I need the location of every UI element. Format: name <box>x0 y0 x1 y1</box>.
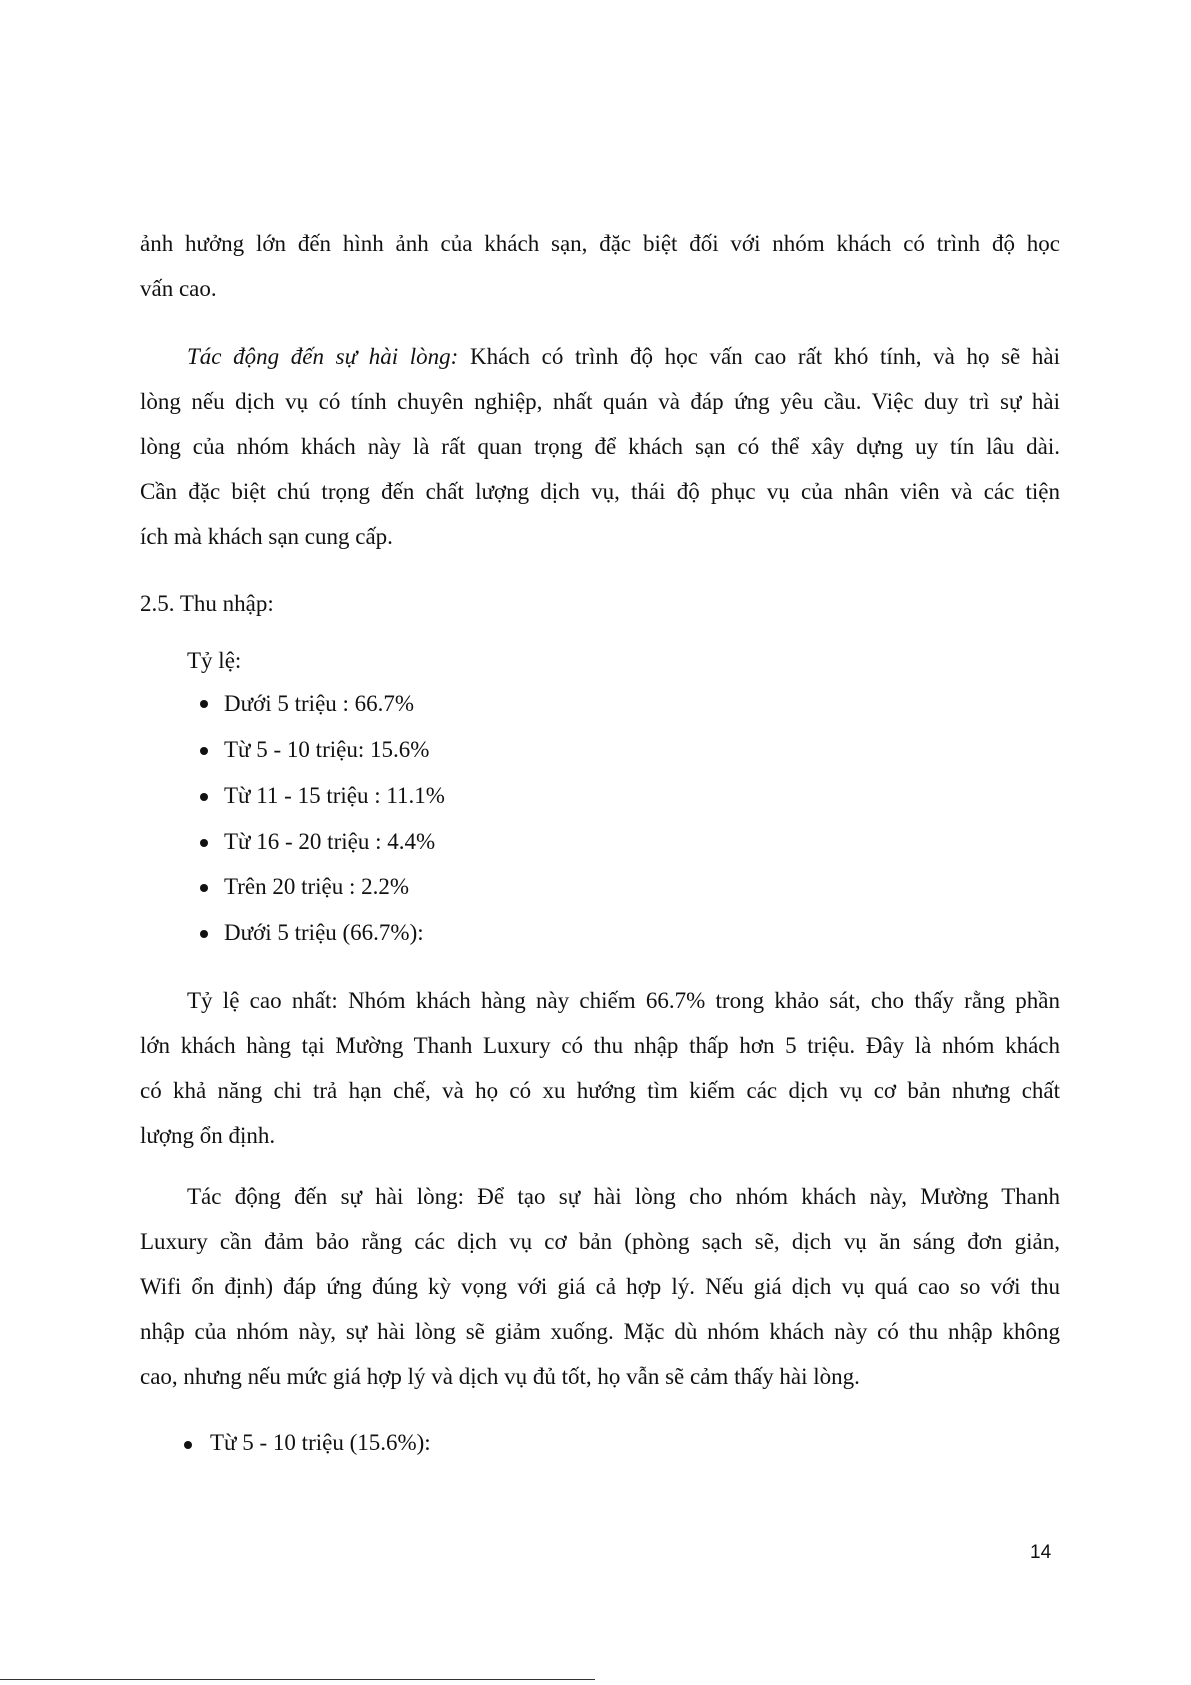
paragraph-2-line-5: ích mà khách sạn cung cấp. <box>140 524 393 549</box>
paragraph-1-line-1: ảnh hưởng lớn đến hình ảnh của khách sạn, đặc biệt đối với nhóm khách có trình độ học <box>140 231 1060 256</box>
paragraph-3-line-4: lượng ổn định. <box>140 1123 276 1148</box>
paragraph-2-line-2: lòng nếu dịch vụ có tính chuyên nghiệp, nhất quán và đáp ứng yêu cầu. Việc duy trì sự hài <box>140 389 1060 414</box>
bullet-item: Dưới 5 triệu (66.7%): <box>224 920 424 945</box>
paragraph-2-line-4: Cần đặc biệt chú trọng đến chất lượng dịch vụ, thái độ phục vụ của nhân viên và các tiện <box>140 479 1060 504</box>
section-heading: 2.5. Thu nhập: <box>140 591 274 616</box>
bullet-dot <box>184 1441 192 1449</box>
paragraph-2-line-1 <box>187 344 1060 370</box>
bullet-item-last: Từ 5 - 10 triệu (15.6%): <box>210 1430 431 1455</box>
paragraph-3-line-3: có khả năng chi trả hạn chế, và họ có xu hướng tìm kiếm các dịch vụ cơ bản nhưng chất <box>140 1078 1060 1103</box>
bullet-dot <box>200 700 208 708</box>
bullet-item: Dưới 5 triệu : 66.7% <box>224 691 415 716</box>
bullet-dot <box>200 793 208 801</box>
paragraph-3-line-2: lớn khách hàng tại Mường Thanh Luxury có thu nhập thấp hơn 5 triệu. Đây là nhóm khách <box>140 1033 1060 1058</box>
ratio-label: Tỷ lệ: <box>187 648 242 673</box>
paragraph-4-line-3: Wifi ổn định) đáp ứng đúng kỳ vọng với giá cả hợp lý. Nếu giá dịch vụ quá cao so với thu <box>140 1274 1060 1299</box>
bullet-item: Trên 20 triệu : 2.2% <box>224 874 410 899</box>
paragraph-3-line-1: Tỷ lệ cao nhất: Nhóm khách hàng này chiếm 66.7% trong khảo sát, cho thấy rằng phần <box>187 988 1060 1013</box>
paragraph-4-line-2: Luxury cần đảm bảo rằng các dịch vụ cơ bản (phòng sạch sẽ, dịch vụ ăn sáng đơn giản, <box>140 1229 1060 1254</box>
bullet-item: Từ 11 - 15 triệu : 11.1% <box>224 783 445 808</box>
page-number: 14 <box>1030 1542 1052 1563</box>
bullet-dot <box>200 884 208 892</box>
bullet-item: Từ 16 - 20 triệu : 4.4% <box>224 829 436 854</box>
bottom-divider <box>0 1679 595 1680</box>
paragraph-1-line-2: vấn cao. <box>140 276 217 301</box>
paragraph-2-italic-lead: Tác động đến sự hài lòng: <box>187 344 459 369</box>
bullet-dot <box>200 839 208 847</box>
bullet-dot <box>200 930 208 938</box>
paragraph-2-line-1-rest: Khách có trình độ học vấn cao rất khó tính, và họ sẽ hài <box>458 344 1060 369</box>
paragraph-4-line-4: nhập của nhóm này, sự hài lòng sẽ giảm xuống. Mặc dù nhóm khách này có thu nhập không <box>140 1319 1060 1344</box>
bullet-dot <box>200 747 208 755</box>
paragraph-4-line-1: Tác động đến sự hài lòng: Để tạo sự hài lòng cho nhóm khách này, Mường Thanh <box>187 1184 1060 1209</box>
paragraph-4-line-5: cao, nhưng nếu mức giá hợp lý và dịch vụ đủ tốt, họ vẫn sẽ cảm thấy hài lòng. <box>140 1364 860 1389</box>
paragraph-2-line-3: lòng của nhóm khách này là rất quan trọng để khách sạn có thể xây dựng uy tín lâu dài. <box>140 434 1060 459</box>
bullet-item: Từ 5 - 10 triệu: 15.6% <box>224 737 430 762</box>
